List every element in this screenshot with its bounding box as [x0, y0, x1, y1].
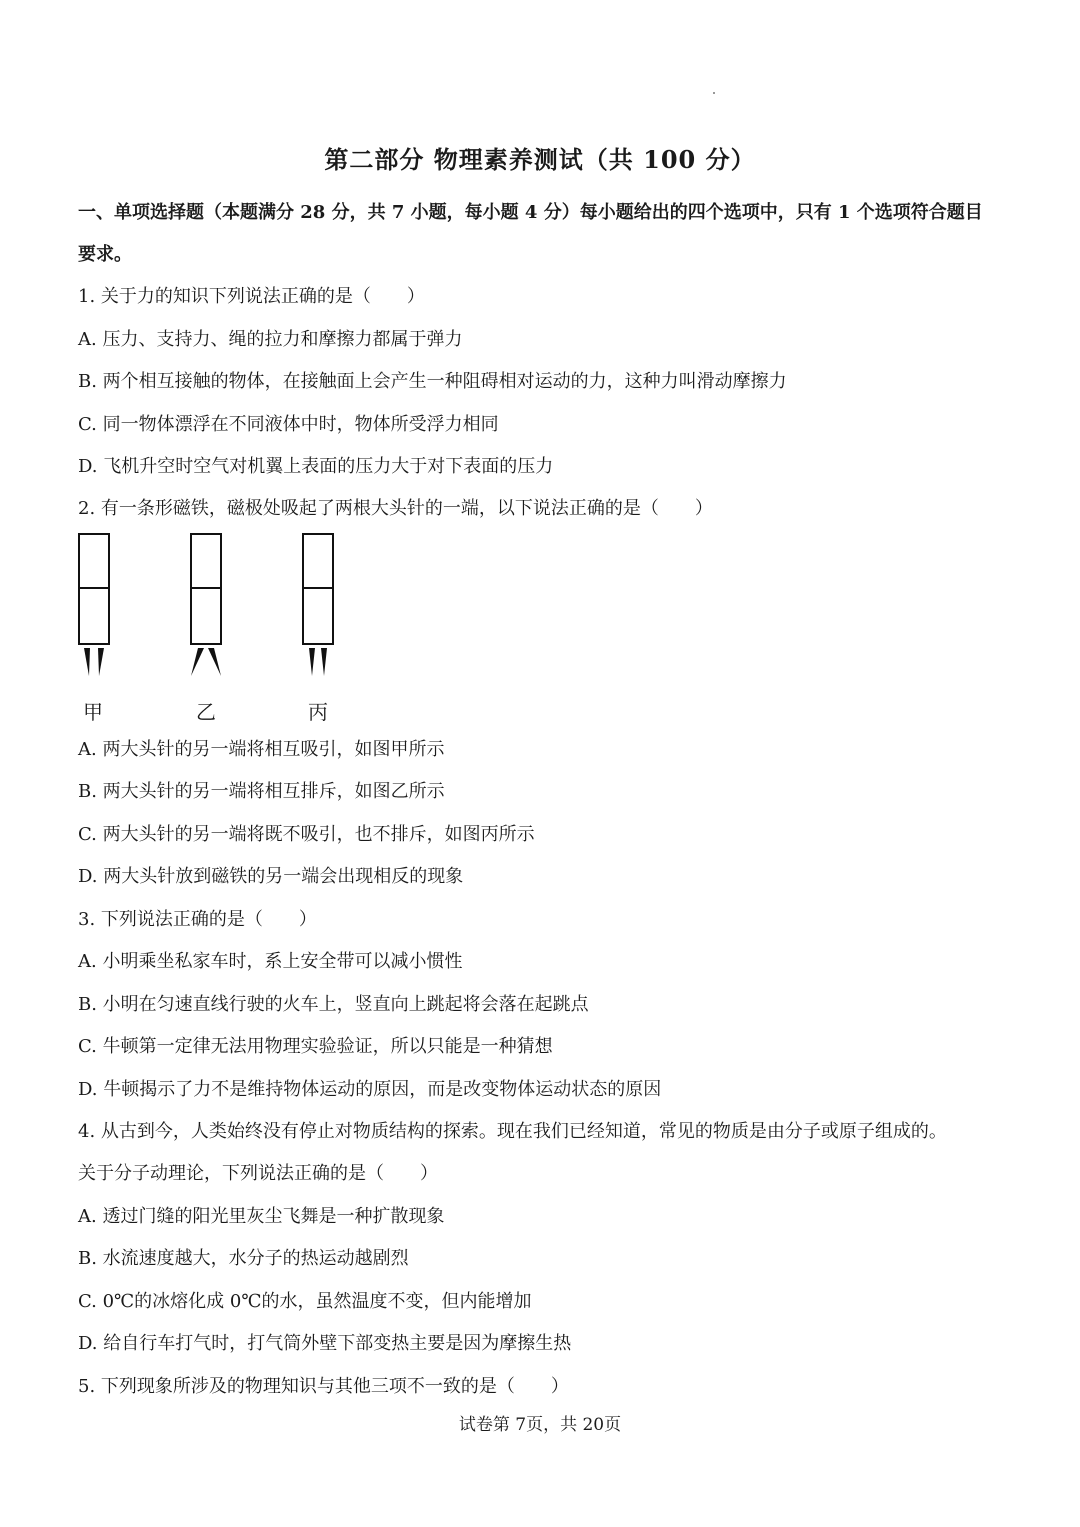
question-1-option-b: B. 两个相互接触的物体，在接触面上会产生一种阻碍相对运动的力，这种力叫滑动摩擦力: [78, 371, 787, 392]
question-1-option-c: C. 同一物体漂浮在不同液体中时，物体所受浮力相同: [78, 414, 499, 435]
question-4-stem-line1: 4. 从古到今，人类始终没有停止对物质结构的探索。现在我们已经知道，常见的物质是由分子或原子组成的。: [78, 1121, 947, 1142]
question-4-option-a: A. 透过门缝的阳光里灰尘飞舞是一种扩散现象: [78, 1206, 445, 1227]
question-3-option-a: A. 小明乘坐私家车时，系上安全带可以减小惯性: [78, 951, 463, 972]
magnet-pins-figure: [70, 528, 370, 728]
pin-yi-right: [208, 648, 221, 676]
figure-label-yi: 乙: [196, 700, 216, 724]
question-2-option-d: D. 两大头针放到磁铁的另一端会出现相反的现象: [78, 866, 464, 887]
question-1-option-d: D. 飞机升空时空气对机翼上表面的压力大于对下表面的压力: [78, 456, 554, 477]
question-2-option-a: A. 两大头针的另一端将相互吸引，如图甲所示: [78, 739, 445, 760]
question-4-stem-line2: 关于分子动理论，下列说法正确的是（ ）: [78, 1163, 438, 1184]
question-3-option-d: D. 牛顿揭示了力不是维持物体运动的原因，而是改变物体运动状态的原因: [78, 1079, 662, 1100]
pin-jia-left: [84, 648, 90, 676]
page-footer: 试卷第 7页，共 20页: [458, 1415, 622, 1435]
magnet-bing: [303, 534, 333, 676]
figure-label-jia: 甲: [83, 700, 103, 724]
question-3-option-c: C. 牛顿第一定律无法用物理实验验证，所以只能是一种猜想: [78, 1036, 553, 1057]
page-title: 第二部分 物理素养测试（共 100 分）: [324, 145, 756, 174]
question-4-option-d: D. 给自行车打气时，打气筒外壁下部变热主要是因为摩擦生热: [78, 1333, 572, 1354]
scan-dot: [713, 92, 715, 94]
section-heading-line1: 一、单项选择题（本题满分 28 分，共 7 小题，每小题 4 分）每小题给出的四个选项中，只有 1 个选项符合题目: [78, 202, 983, 223]
figure-label-bing: 丙: [308, 700, 328, 724]
magnet-pins-diagram: [70, 528, 370, 688]
question-3-stem: 3. 下列说法正确的是（ ）: [78, 909, 317, 930]
pin-yi-left: [191, 648, 204, 676]
question-1-option-a: A. 压力、支持力、绳的拉力和摩擦力都属于弹力: [78, 329, 463, 350]
question-4-option-b: B. 水流速度越大，水分子的热运动越剧烈: [78, 1248, 409, 1269]
question-3-option-b: B. 小明在匀速直线行驶的火车上，竖直向上跳起将会落在起跳点: [78, 994, 589, 1015]
question-2-stem: 2. 有一条形磁铁，磁极处吸起了两根大头针的一端，以下说法正确的是（ ）: [78, 498, 713, 519]
question-2-option-b: B. 两大头针的另一端将相互排斥，如图乙所示: [78, 781, 445, 802]
section-heading-line2: 要求。: [78, 244, 132, 265]
question-5-stem: 5. 下列现象所涉及的物理知识与其他三项不一致的是（ ）: [78, 1376, 569, 1397]
pin-bing-left: [309, 648, 315, 676]
magnet-jia: [79, 534, 109, 676]
magnet-yi: [191, 534, 221, 676]
question-2-option-c: C. 两大头针的另一端将既不吸引，也不排斥，如图丙所示: [78, 824, 535, 845]
question-1-stem: 1. 关于力的知识下列说法正确的是（ ）: [78, 286, 425, 307]
question-4-option-c: C. 0℃的冰熔化成 0℃的水，虽然温度不变，但内能增加: [78, 1291, 532, 1312]
pin-jia-right: [98, 648, 104, 676]
pin-bing-right: [321, 648, 327, 676]
